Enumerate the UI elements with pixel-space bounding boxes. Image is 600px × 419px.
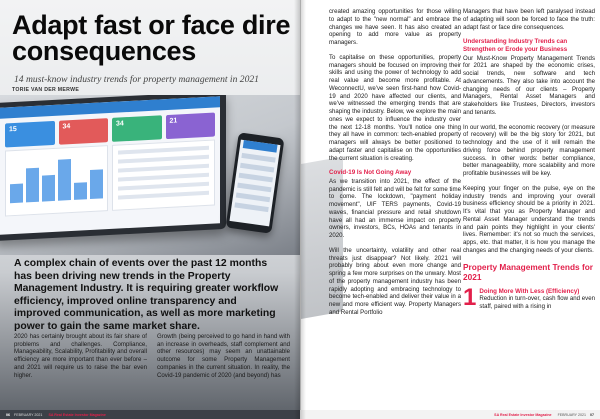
page-number: 06 [6,412,10,417]
section-heading: Covid-19 Is Not Going Away [329,169,412,177]
right-page [300,0,600,419]
dashboard-screen [0,96,220,235]
article-subtitle: 14 must-know industry trends for property management in 2021 [14,74,259,85]
stat-tile: 34 [59,118,109,145]
footer-magazine: SA Real Estate Investor Magazine [494,412,552,417]
stat-tile: 34 [112,115,162,142]
footer-date: FEBRUARY 2021 [14,412,43,417]
trend-item [463,283,595,318]
list-panel [112,139,215,210]
trends-heading: Property Management Trends for 2021 [463,261,594,282]
hero-photo [0,95,300,255]
smartphone-icon [226,132,285,233]
footer-left [0,410,300,419]
footer-date: FEBRUARY 2021 [557,412,586,417]
body-text: 2020 has certainly brought about its fair share of problems and challenges. Compliance, Manageability, Scalability, Profitability and overall efficiency are more important than ever before – and 2021 will require us to raise the bar even higher. [14,333,147,379]
stat-tile: 15 [5,121,55,148]
text-column-1 [329,8,461,324]
body-text: Reduction in turn-over, cash flow and even staff, paired with a rising in [479,295,595,311]
article-title: Adapt fast or face dire consequences [12,10,291,66]
page-number: 07 [590,412,594,417]
footer-magazine: SA Real Estate Investor Magazine [48,412,106,417]
trend-title: Doing More With Less (Efficiency) [479,287,580,295]
laptop-icon [0,95,226,241]
lead-paragraph: A complex chain of events over the past 12 months has been driving new trends in the Property Management Industry. It is requiring greater workflow efficiency, improved online transparency and improved communication, as well as more marketing power to gain the same market share. [14,258,279,332]
body-text: Keeping your finger on the pulse, eye on the industry trends and improving your overall business efficiency should be a priority in 2021. It's vital that you as Property Manager and Rental Asset Manager understand the trends and pain points they highlight in your clients' lives. Remember: it's not so much the services, apps, etc. that matter, it is how you manage the changes and the changing needs of your clients. [463,184,595,254]
body-text: created amazing opportunities for those willing to adapt to the "new normal" and embrace the changes we have seen. It has also created an opening to add more value as property managers. [329,8,461,46]
stat-tile: 21 [166,112,216,139]
text-column-2 [463,8,595,318]
section-heading: Understanding Industry Trends can Strengthen or Erode your Business [463,38,568,53]
body-text: As we transition into 2021, the effect of the pandemic is still felt and will be felt for some time to come. The lockdown, "payment holiday movement", UIF TERS payments, Covid-19 waves, financial pressure and retail shutdown have all had an immense impact on property owners, investors, BCs, HOAs and tenants in 2020. [329,177,461,240]
trend-number: 1 [463,283,477,311]
body-text: Our Must-Know Property Management Trends for 2021 are shaped by the economic crises, social trends, new software and tech advancements. They also take into account the changing needs of our clients – Property Managers, Rental Asset Managers and stakeholders like Trustees, Directors, investors and tenants. [463,54,595,116]
page-gutter [294,0,306,419]
intro-columns [14,333,290,379]
body-text: Will the uncertainty, volatility and other real threats just disappear? Not likely. 2021 will probably bring about even more change and spring a few more surprises on the unwary. Most of the property management industry has been rapidly adopting and embracing technology to become tech-enabled and deliver their value in a new and more efficient way. Property Managers and Rental Portfolio [329,246,461,316]
body-text: Managers that have been left paralysed instead of adapting will soon be forced to face the truth: adapt fast or face dire consequences. [463,8,595,31]
author-byline: TORIE VAN DER MERWE [12,87,80,93]
chart-panel [5,145,108,216]
body-text: Growth (being perceived to go hand in hand with an increase in overheads, staff complement and other resources) may seem an unattainable outcome for some Property Management companies in the current situation. In reality, the Covid-19 pandemic of 2020 (and beyond) has [157,333,290,379]
body-text: In our world, the economic recovery (or measure of recovery) will be the big story for 2021, but technology and the use of it will remain the driving force behind property management success. In other words: better compliance, better manageability, more scalability and more profitable businesses will be key. [463,123,595,178]
footer-right [300,410,600,419]
body-text: To capitalise on these opportunities, property managers should be focused on improving their skills and using the power of technology to add real value and become more profitable. At WeconnectU, we've seen first-hand how Covid-19 and 2020 have affected our clients, and we've witnessed the emerging trends that are shaping the industry. Below, we explore the main ones we expect to influence the industry over the next 12-18 months. You'll notice one thing they all have in common: tech-enabled property managers will always be better positioned to adapt faster and capitalise on the opportunities the current situation is creating. [329,53,461,162]
